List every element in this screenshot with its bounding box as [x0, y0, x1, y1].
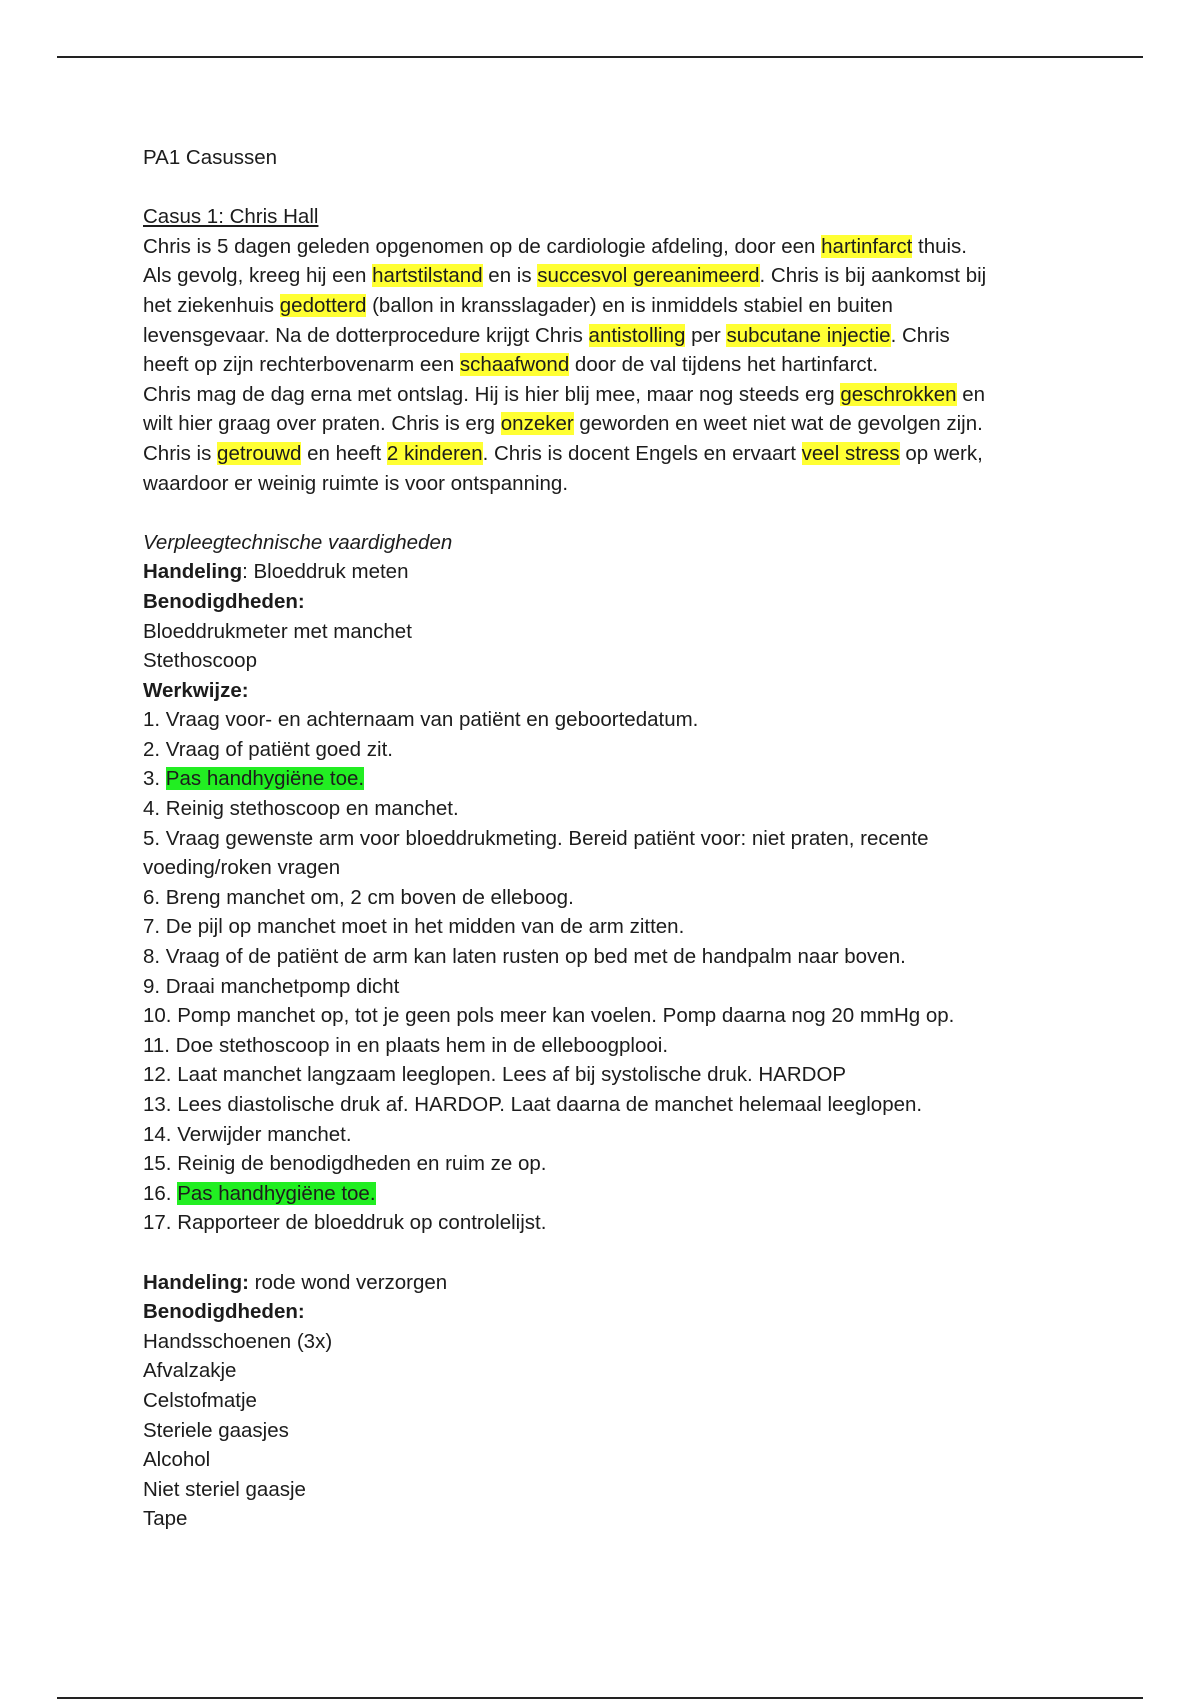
- handeling-value: : Bloeddruk meten: [242, 560, 409, 584]
- procedure-step: [143, 794, 1073, 824]
- handeling-label: Handeling:: [143, 1270, 249, 1294]
- case-description: [143, 232, 1073, 498]
- highlighted-term: geschrokken: [840, 382, 957, 406]
- supply-item: Celstofmatje: [143, 1388, 257, 1412]
- text-run: 5. Vraag gewenste arm voor bloeddrukmeting. Bereid patiënt voor: niet praten, recente: [143, 826, 929, 850]
- text-run: thuis.: [912, 234, 967, 258]
- procedure-step: [143, 1031, 1073, 1061]
- text-run: per: [685, 323, 727, 347]
- case-text-line: [143, 321, 1073, 351]
- procedure-step: [143, 1179, 1073, 1209]
- highlighted-term: gedotterd: [279, 293, 367, 317]
- case-text-line: [143, 232, 1073, 262]
- procedure-step: [143, 705, 1073, 735]
- spacer: [143, 173, 1073, 203]
- text-run: en: [956, 382, 986, 406]
- highlighted-term: subcutane injectie: [726, 323, 891, 347]
- text-run: Chris is: [143, 441, 218, 465]
- case-heading: Casus 1: Chris Hall: [143, 205, 319, 229]
- text-run: 13. Lees diastolische druk af. HARDOP. Laat daarna de manchet helemaal leeglopen.: [143, 1093, 923, 1116]
- highlighted-term: hartinfarct: [821, 234, 913, 258]
- skills-section-title: Verpleegtechnische vaardigheden: [143, 530, 453, 554]
- text-run: wilt hier graag over praten. Chris is erg: [143, 412, 501, 436]
- text-run: Als gevolg, kreeg hij een: [143, 264, 373, 288]
- supply-item: Stethoscoop: [143, 649, 257, 673]
- procedure-step: [143, 824, 1073, 854]
- text-run: (ballon in kransslagader) en is inmiddels stabiel en buiten: [366, 293, 893, 317]
- procedure-step: [143, 1149, 1073, 1179]
- text-run: . Chris is docent Engels en ervaart: [482, 441, 802, 465]
- text-run: heeft op zijn rechterbovenarm een: [143, 353, 460, 377]
- text-run: en heeft: [301, 441, 387, 465]
- procedure-step: [143, 1120, 1073, 1150]
- text-run: 17. Rapporteer de bloeddruk op controlelijst.: [143, 1211, 547, 1235]
- text-run: en is: [482, 264, 538, 288]
- text-run: 7. De pijl op manchet moet in het midden van de arm zitten.: [143, 915, 685, 939]
- supply-item: Tape: [143, 1507, 188, 1531]
- case-text-line: [143, 469, 1073, 499]
- procedure1-steps: [143, 705, 1073, 1238]
- highlighted-term: 2 kinderen: [386, 441, 483, 465]
- procedure-step: [143, 942, 1073, 972]
- highlighted-term: getrouwd: [217, 441, 302, 465]
- supply-item: Alcohol: [143, 1448, 211, 1472]
- highlighted-term: antistolling: [588, 323, 686, 347]
- text-run: 8. Vraag of de patiënt de arm kan laten rusten op bed met de handpalm naar boven.: [143, 945, 906, 969]
- highlighted-term: succesvol gereanimeerd: [537, 264, 760, 288]
- text-run: 3.: [143, 767, 166, 791]
- handeling-value: rode wond verzorgen: [248, 1270, 448, 1294]
- procedure-step: [143, 1090, 1073, 1120]
- text-run: geworden en weet niet wat de gevolgen zijn.: [573, 412, 983, 436]
- procedure-step: [143, 972, 1073, 1002]
- document-title: PA1 Casussen: [143, 146, 278, 169]
- text-run: . Chris: [890, 323, 950, 347]
- procedure-step: [143, 883, 1073, 913]
- text-run: 6. Breng manchet om, 2 cm boven de elleboog.: [143, 885, 574, 909]
- text-run: . Chris is bij aankomst bij: [759, 264, 987, 288]
- text-run: 4. Reinig stethoscoop en manchet.: [143, 797, 459, 821]
- procedure-step: [143, 1001, 1073, 1031]
- text-run: 15. Reinig de benodigdheden en ruim ze op.: [143, 1152, 547, 1176]
- highlighted-step: Pas handhygiëne toe.: [177, 1181, 376, 1205]
- text-run: levensgevaar. Na de dotterprocedure krijgt Chris: [143, 323, 589, 347]
- procedure1-handeling: [143, 557, 1073, 587]
- procedure-step: [143, 1060, 1073, 1090]
- case-text-line: [143, 409, 1073, 439]
- text-run: 1. Vraag voor- en achternaam van patiënt en geboortedatum.: [143, 708, 699, 732]
- text-run: Chris mag de dag erna met ontslag. Hij is hier blij mee, maar nog steeds erg: [143, 382, 841, 406]
- handeling-label: Handeling: [143, 560, 243, 584]
- procedure1-benodigdheden-label: Benodigdheden:: [143, 589, 305, 613]
- case-text-line: [143, 350, 1073, 380]
- footer-rule: [57, 1697, 1143, 1699]
- case-text-line: [143, 291, 1073, 321]
- text-run: door de val tijdens het hartinfarct.: [569, 353, 879, 377]
- text-run: 14. Verwijder manchet.: [143, 1122, 352, 1146]
- document-page: [143, 143, 1073, 1534]
- procedure-step: [143, 1208, 1073, 1238]
- text-run: 9. Draai manchetpomp dicht: [143, 974, 400, 998]
- spacer: [143, 1238, 1073, 1268]
- text-run: 11. Doe stethoscoop in en plaats hem in de elleboogplooi.: [143, 1033, 669, 1057]
- procedure-step: [143, 912, 1073, 942]
- supply-item: Bloeddrukmeter met manchet: [143, 619, 412, 643]
- text-run: 12. Laat manchet langzaam leeglopen. Lees af bij systolische druk. HARDOP: [143, 1063, 847, 1087]
- header-rule: [57, 56, 1143, 58]
- procedure-step: [143, 735, 1073, 765]
- text-run: 10. Pomp manchet op, tot je geen pols meer kan voelen. Pomp daarna nog 20 mmHg op.: [143, 1004, 955, 1028]
- case-text-line: [143, 439, 1073, 469]
- supply-item: Handsschoenen (3x): [143, 1329, 333, 1353]
- text-run: 16.: [143, 1181, 178, 1205]
- highlighted-term: veel stress: [801, 441, 900, 465]
- highlighted-step: Pas handhygiëne toe.: [165, 767, 365, 791]
- procedure-step: [143, 764, 1073, 794]
- text-run: Chris is 5 dagen geleden opgenomen op de cardiologie afdeling, door een: [143, 234, 822, 258]
- procedure-step: [143, 853, 1073, 883]
- highlighted-term: onzeker: [500, 412, 574, 436]
- spacer: [143, 498, 1073, 528]
- highlighted-term: schaafwond: [459, 353, 570, 377]
- supply-item: Niet steriel gaasje: [143, 1477, 306, 1501]
- text-run: waardoor er weinig ruimte is voor ontspanning.: [143, 471, 569, 495]
- procedure2-handeling: [143, 1268, 1073, 1298]
- case-text-line: [143, 380, 1073, 410]
- procedure1-werkwijze-label: Werkwijze:: [143, 678, 249, 702]
- text-run: op werk,: [899, 441, 983, 465]
- procedure2-benodigdheden-label: Benodigdheden:: [143, 1300, 305, 1324]
- case-text-line: [143, 261, 1073, 291]
- supply-item: Steriele gaasjes: [143, 1418, 289, 1442]
- highlighted-term: hartstilstand: [372, 264, 483, 288]
- text-run: 2. Vraag of patiënt goed zit.: [143, 737, 393, 761]
- text-run: voeding/roken vragen: [143, 856, 341, 880]
- supply-item: Afvalzakje: [143, 1359, 237, 1383]
- text-run: het ziekenhuis: [143, 293, 280, 317]
